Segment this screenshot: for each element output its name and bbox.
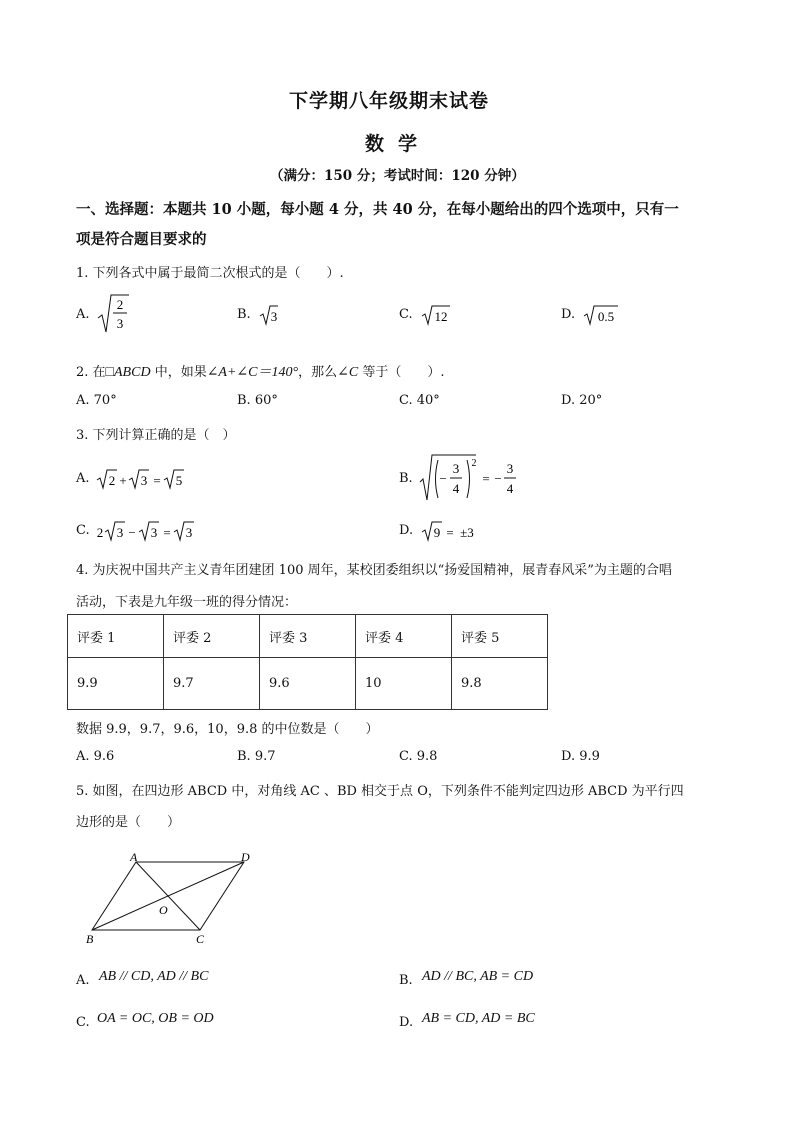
vertex-label-d: D — [241, 850, 250, 864]
svg-text:3: 3 — [452, 461, 460, 476]
question-5-option-d-label: D. — [399, 1015, 414, 1030]
question-1-option-b-label: B. — [237, 307, 251, 322]
question-3-stem: 3. 下列计算正确的是（ ） — [76, 428, 236, 443]
question-5-option-d-math: AB = CD, AD = BC — [422, 1011, 535, 1026]
score-table-cell: 10 — [356, 658, 452, 710]
score-table-header: 评委 1 — [68, 615, 164, 658]
svg-text:9: 9 — [433, 525, 441, 540]
svg-text:3: 3 — [185, 525, 193, 540]
question-1-option-d-math — [583, 304, 619, 326]
score-table-header: 评委 2 — [164, 615, 260, 658]
svg-text:2: 2 — [116, 297, 124, 312]
svg-text:4: 4 — [506, 481, 514, 496]
svg-text:5: 5 — [175, 473, 183, 488]
question-1-stem: 1. 下列各式中属于最简二次根式的是（ ）. — [76, 266, 344, 281]
score-table — [67, 614, 548, 710]
question-3-option-d-math — [421, 520, 481, 542]
question-5-stem-line2: 边形的是（ ） — [76, 815, 181, 830]
question-2-option-d: D. 20° — [561, 393, 603, 408]
svg-text:3: 3 — [140, 473, 148, 488]
question-5-option-c-label: C. — [76, 1015, 90, 1030]
score-table-cell: 9.8 — [452, 658, 548, 710]
question-1-option-a-label: A. — [76, 307, 90, 322]
question-1-option-c-math — [421, 304, 451, 326]
question-3-option-a-label: A. — [76, 471, 90, 486]
section-heading-line2: 项是符合题目要求的 — [76, 231, 207, 248]
svg-text:=: = — [153, 473, 161, 488]
question-1-option-b-math — [259, 304, 279, 326]
score-table-cell: 9.7 — [164, 658, 260, 710]
question-3-option-c-label: C. — [76, 523, 90, 538]
score-table-cell: 9.9 — [68, 658, 164, 710]
question-5-option-b-label: B. — [399, 973, 413, 988]
svg-text:12: 12 — [434, 309, 448, 324]
vertex-label-c: C — [196, 932, 205, 946]
question-5-stem-line1: 5. 如图，在四边形 ABCD 中，对角线 AC 、BD 相交于点 O，下列条件不能判定四边形 ABCD 为平行四 — [76, 784, 684, 799]
question-2-stem: 2. 在□ABCD 中，如果∠A+∠C＝140°，那么∠C 等于（ ）. — [76, 365, 445, 380]
svg-text:−: − — [494, 471, 502, 486]
exam-info: （满分：150 分；考试时间：120 分钟） — [270, 168, 525, 184]
svg-text:2: 2 — [96, 525, 104, 540]
score-table-header-row — [68, 615, 548, 658]
question-3-option-b-label: B. — [399, 471, 413, 486]
svg-text:3: 3 — [150, 525, 158, 540]
svg-text:3: 3 — [270, 309, 278, 324]
question-4-option-b: B. 9.7 — [237, 749, 276, 764]
svg-text:+: + — [119, 473, 127, 488]
question-3-option-b-math — [418, 452, 522, 504]
intersection-label-o: O — [159, 903, 168, 917]
question-5-option-a-math: AB // CD, AD // BC — [99, 969, 209, 984]
parallelogram-symbol: □ABCD — [105, 365, 151, 380]
question-4-option-a: A. 9.6 — [76, 749, 115, 764]
score-table-header: 评委 4 — [356, 615, 452, 658]
svg-text:−: − — [439, 471, 447, 486]
question-1-option-d-label: D. — [561, 307, 576, 322]
section-heading-line1: 一、选择题：本题共 10 小题，每小题 4 分，共 40 分，在每小题给出的四个选项中，只有一 — [76, 201, 679, 218]
question-1-option-a-math — [96, 292, 130, 336]
question-3-option-a-math — [96, 468, 192, 490]
question-4-option-d: D. 9.9 — [561, 749, 600, 764]
svg-text:±3: ±3 — [460, 525, 474, 540]
svg-text:3: 3 — [116, 316, 124, 331]
question-4-stem-line1: 4. 为庆祝中国共产主义青年团建团 100 周年，某校团委组织以“扬爱国精神，展青春风采”为主题的合唱 — [76, 563, 672, 578]
question-3-option-d-label: D. — [399, 523, 414, 538]
page-title: 下学期八年级期末试卷 — [289, 90, 490, 112]
svg-text:0.5: 0.5 — [597, 309, 615, 324]
svg-text:3: 3 — [506, 461, 514, 476]
vertex-label-b: B — [86, 932, 94, 946]
score-table-header: 评委 3 — [260, 615, 356, 658]
question-4-question: 数据 9.9，9.7，9.6，10，9.8 的中位数是（ ） — [76, 722, 379, 737]
svg-text:=: = — [482, 471, 490, 486]
svg-text:=: = — [446, 525, 454, 540]
svg-text:3: 3 — [116, 525, 124, 540]
question-2-option-c: C. 40° — [399, 393, 440, 408]
question-4-stem-line2: 活动，下表是九年级一班的得分情况： — [76, 595, 298, 610]
score-table-value-row — [68, 658, 548, 710]
question-4-option-c: C. 9.8 — [399, 749, 438, 764]
vertex-label-a: A — [130, 850, 138, 864]
subject-title: 数学 — [365, 133, 432, 155]
question-3-option-c-math — [96, 520, 196, 542]
svg-text:4: 4 — [452, 481, 460, 496]
score-table-header: 评委 5 — [452, 615, 548, 658]
question-5-option-c-math: OA = OC, OB = OD — [97, 1011, 214, 1026]
question-2-option-a: A. 70° — [76, 393, 117, 408]
question-2-option-b: B. 60° — [237, 393, 278, 408]
question-1-option-c-label: C. — [399, 307, 413, 322]
svg-text:=: = — [163, 525, 171, 540]
svg-text:2: 2 — [108, 473, 116, 488]
question-5-option-a-label: A. — [76, 973, 90, 988]
question-5-option-b-math: AD // BC, AB = CD — [422, 969, 534, 984]
score-table-cell: 9.6 — [260, 658, 356, 710]
svg-text:−: − — [128, 525, 136, 540]
svg-text:2: 2 — [471, 458, 477, 469]
parallelogram-figure — [84, 848, 264, 948]
